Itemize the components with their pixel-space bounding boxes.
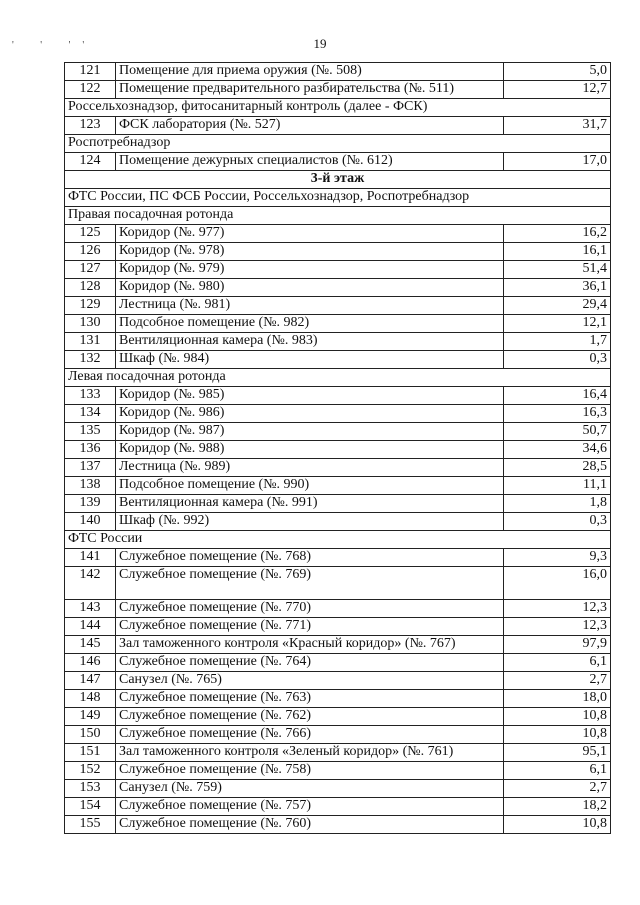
room-name: Шкаф (№. 984) [116,351,504,369]
table-row [65,477,611,495]
room-area: 10,8 [504,708,611,726]
row-number: 142 [65,567,116,600]
row-number: 139 [65,495,116,513]
row-number: 124 [65,153,116,171]
room-name: Вентиляционная камера (№. 991) [116,495,504,513]
room-name: Коридор (№. 987) [116,423,504,441]
room-name: Служебное помещение (№. 770) [116,600,504,618]
table-row [65,618,611,636]
group-title: Правая посадочная ротонда [65,207,611,225]
row-number: 153 [65,780,116,798]
room-area: 16,2 [504,225,611,243]
room-area: 16,0 [504,567,611,600]
room-area: 29,4 [504,297,611,315]
room-area: 6,1 [504,654,611,672]
table-row [65,351,611,369]
group-title: Россельхознадзор, фитосанитарный контроль (далее - ФСК) [65,99,611,117]
table-row [65,333,611,351]
room-name: Подсобное помещение (№. 990) [116,477,504,495]
room-area: 97,9 [504,636,611,654]
table-row [65,567,611,600]
room-name: Служебное помещение (№. 762) [116,708,504,726]
group-title: ФТС России [65,531,611,549]
table-row [65,387,611,405]
room-name: Служебное помещение (№. 763) [116,690,504,708]
room-name: Служебное помещение (№. 760) [116,816,504,834]
table-row [65,225,611,243]
room-area: 1,7 [504,333,611,351]
room-area: 50,7 [504,423,611,441]
room-area: 95,1 [504,744,611,762]
table-row [65,690,611,708]
table-row [65,708,611,726]
table-row [65,726,611,744]
room-name: Шкаф (№. 992) [116,513,504,531]
table-row [65,423,611,441]
floor-title: 3-й этаж [65,171,611,189]
row-number: 140 [65,513,116,531]
row-number: 149 [65,708,116,726]
room-area: 5,0 [504,63,611,81]
room-area: 31,7 [504,117,611,135]
group-header-row [65,99,611,117]
room-area: 1,8 [504,495,611,513]
room-area: 16,4 [504,387,611,405]
room-area: 36,1 [504,279,611,297]
room-name: Служебное помещение (№. 769) [116,567,504,600]
table-row [65,279,611,297]
row-number: 133 [65,387,116,405]
row-number: 134 [65,405,116,423]
row-number: 137 [65,459,116,477]
table-row [65,654,611,672]
room-area: 11,1 [504,477,611,495]
room-name: Вентиляционная камера (№. 983) [116,333,504,351]
room-area: 18,2 [504,798,611,816]
table-row [65,816,611,834]
room-name: Лестница (№. 981) [116,297,504,315]
room-area: 0,3 [504,513,611,531]
room-area: 16,1 [504,243,611,261]
room-name: Санузел (№. 759) [116,780,504,798]
room-area: 18,0 [504,690,611,708]
room-name: Служебное помещение (№. 764) [116,654,504,672]
table-row [65,315,611,333]
room-name: Коридор (№. 979) [116,261,504,279]
row-number: 150 [65,726,116,744]
room-name: Коридор (№. 985) [116,387,504,405]
row-number: 148 [65,690,116,708]
table-row [65,243,611,261]
group-header-row [65,189,611,207]
room-name: Помещение для приема оружия (№. 508) [116,63,504,81]
row-number: 138 [65,477,116,495]
table-row [65,672,611,690]
row-number: 130 [65,315,116,333]
row-number: 127 [65,261,116,279]
row-number: 144 [65,618,116,636]
table-row [65,81,611,99]
row-number: 132 [65,351,116,369]
group-title: ФТС России, ПС ФСБ России, Россельхознадзор, Роспотребнадзор [65,189,611,207]
row-number: 145 [65,636,116,654]
table-row [65,762,611,780]
room-area: 16,3 [504,405,611,423]
room-name: Санузел (№. 765) [116,672,504,690]
room-area: 17,0 [504,153,611,171]
row-number: 121 [65,63,116,81]
floor-header-row [65,171,611,189]
table-row [65,798,611,816]
row-number: 126 [65,243,116,261]
group-header-row [65,207,611,225]
room-area: 28,5 [504,459,611,477]
room-name: Подсобное помещение (№. 982) [116,315,504,333]
row-number: 131 [65,333,116,351]
group-title: Левая посадочная ротонда [65,369,611,387]
room-name: Зал таможенного контроля «Красный коридор» (№. 767) [116,636,504,654]
table-row [65,261,611,279]
row-number: 141 [65,549,116,567]
room-area: 12,1 [504,315,611,333]
group-header-row [65,135,611,153]
row-number: 128 [65,279,116,297]
table-row [65,780,611,798]
page-number: 19 [313,36,327,51]
room-area: 0,3 [504,351,611,369]
room-area: 9,3 [504,549,611,567]
room-name: Помещение дежурных специалистов (№. 612) [116,153,504,171]
room-name: Коридор (№. 986) [116,405,504,423]
table-row [65,153,611,171]
row-number: 147 [65,672,116,690]
table-row [65,441,611,459]
room-name: Служебное помещение (№. 771) [116,618,504,636]
table-row [65,549,611,567]
room-area: 12,3 [504,618,611,636]
row-number: 122 [65,81,116,99]
room-area: 12,3 [504,600,611,618]
table-row [65,636,611,654]
row-number: 152 [65,762,116,780]
row-number: 151 [65,744,116,762]
group-header-row [65,369,611,387]
rooms-area-table [64,62,611,834]
room-area: 10,8 [504,726,611,744]
room-name: Служебное помещение (№. 768) [116,549,504,567]
row-number: 143 [65,600,116,618]
room-area: 2,7 [504,780,611,798]
room-name: Зал таможенного контроля «Зеленый коридор» (№. 761) [116,744,504,762]
room-name: Лестница (№. 989) [116,459,504,477]
room-name: Служебное помещение (№. 758) [116,762,504,780]
table-row [65,63,611,81]
row-number: 135 [65,423,116,441]
room-name: Коридор (№. 980) [116,279,504,297]
group-header-row [65,531,611,549]
room-area: 6,1 [504,762,611,780]
table-row [65,405,611,423]
row-number: 146 [65,654,116,672]
room-name: Служебное помещение (№. 766) [116,726,504,744]
room-name: Помещение предварительного разбирательства (№. 511) [116,81,504,99]
row-number: 136 [65,441,116,459]
room-area: 2,7 [504,672,611,690]
table-row [65,297,611,315]
table-row [65,744,611,762]
room-area: 10,8 [504,816,611,834]
room-area: 34,6 [504,441,611,459]
scan-specks: ' ' '' [12,40,97,51]
room-area: 51,4 [504,261,611,279]
group-title: Роспотребнадзор [65,135,611,153]
room-name: ФСК лаборатория (№. 527) [116,117,504,135]
room-name: Коридор (№. 978) [116,243,504,261]
row-number: 155 [65,816,116,834]
table-row [65,600,611,618]
row-number: 125 [65,225,116,243]
room-area: 12,7 [504,81,611,99]
rooms-table-body [65,63,611,834]
room-name: Служебное помещение (№. 757) [116,798,504,816]
row-number: 154 [65,798,116,816]
table-row [65,513,611,531]
room-name: Коридор (№. 988) [116,441,504,459]
table-row [65,117,611,135]
room-name: Коридор (№. 977) [116,225,504,243]
table-row [65,495,611,513]
row-number: 129 [65,297,116,315]
row-number: 123 [65,117,116,135]
table-row [65,459,611,477]
